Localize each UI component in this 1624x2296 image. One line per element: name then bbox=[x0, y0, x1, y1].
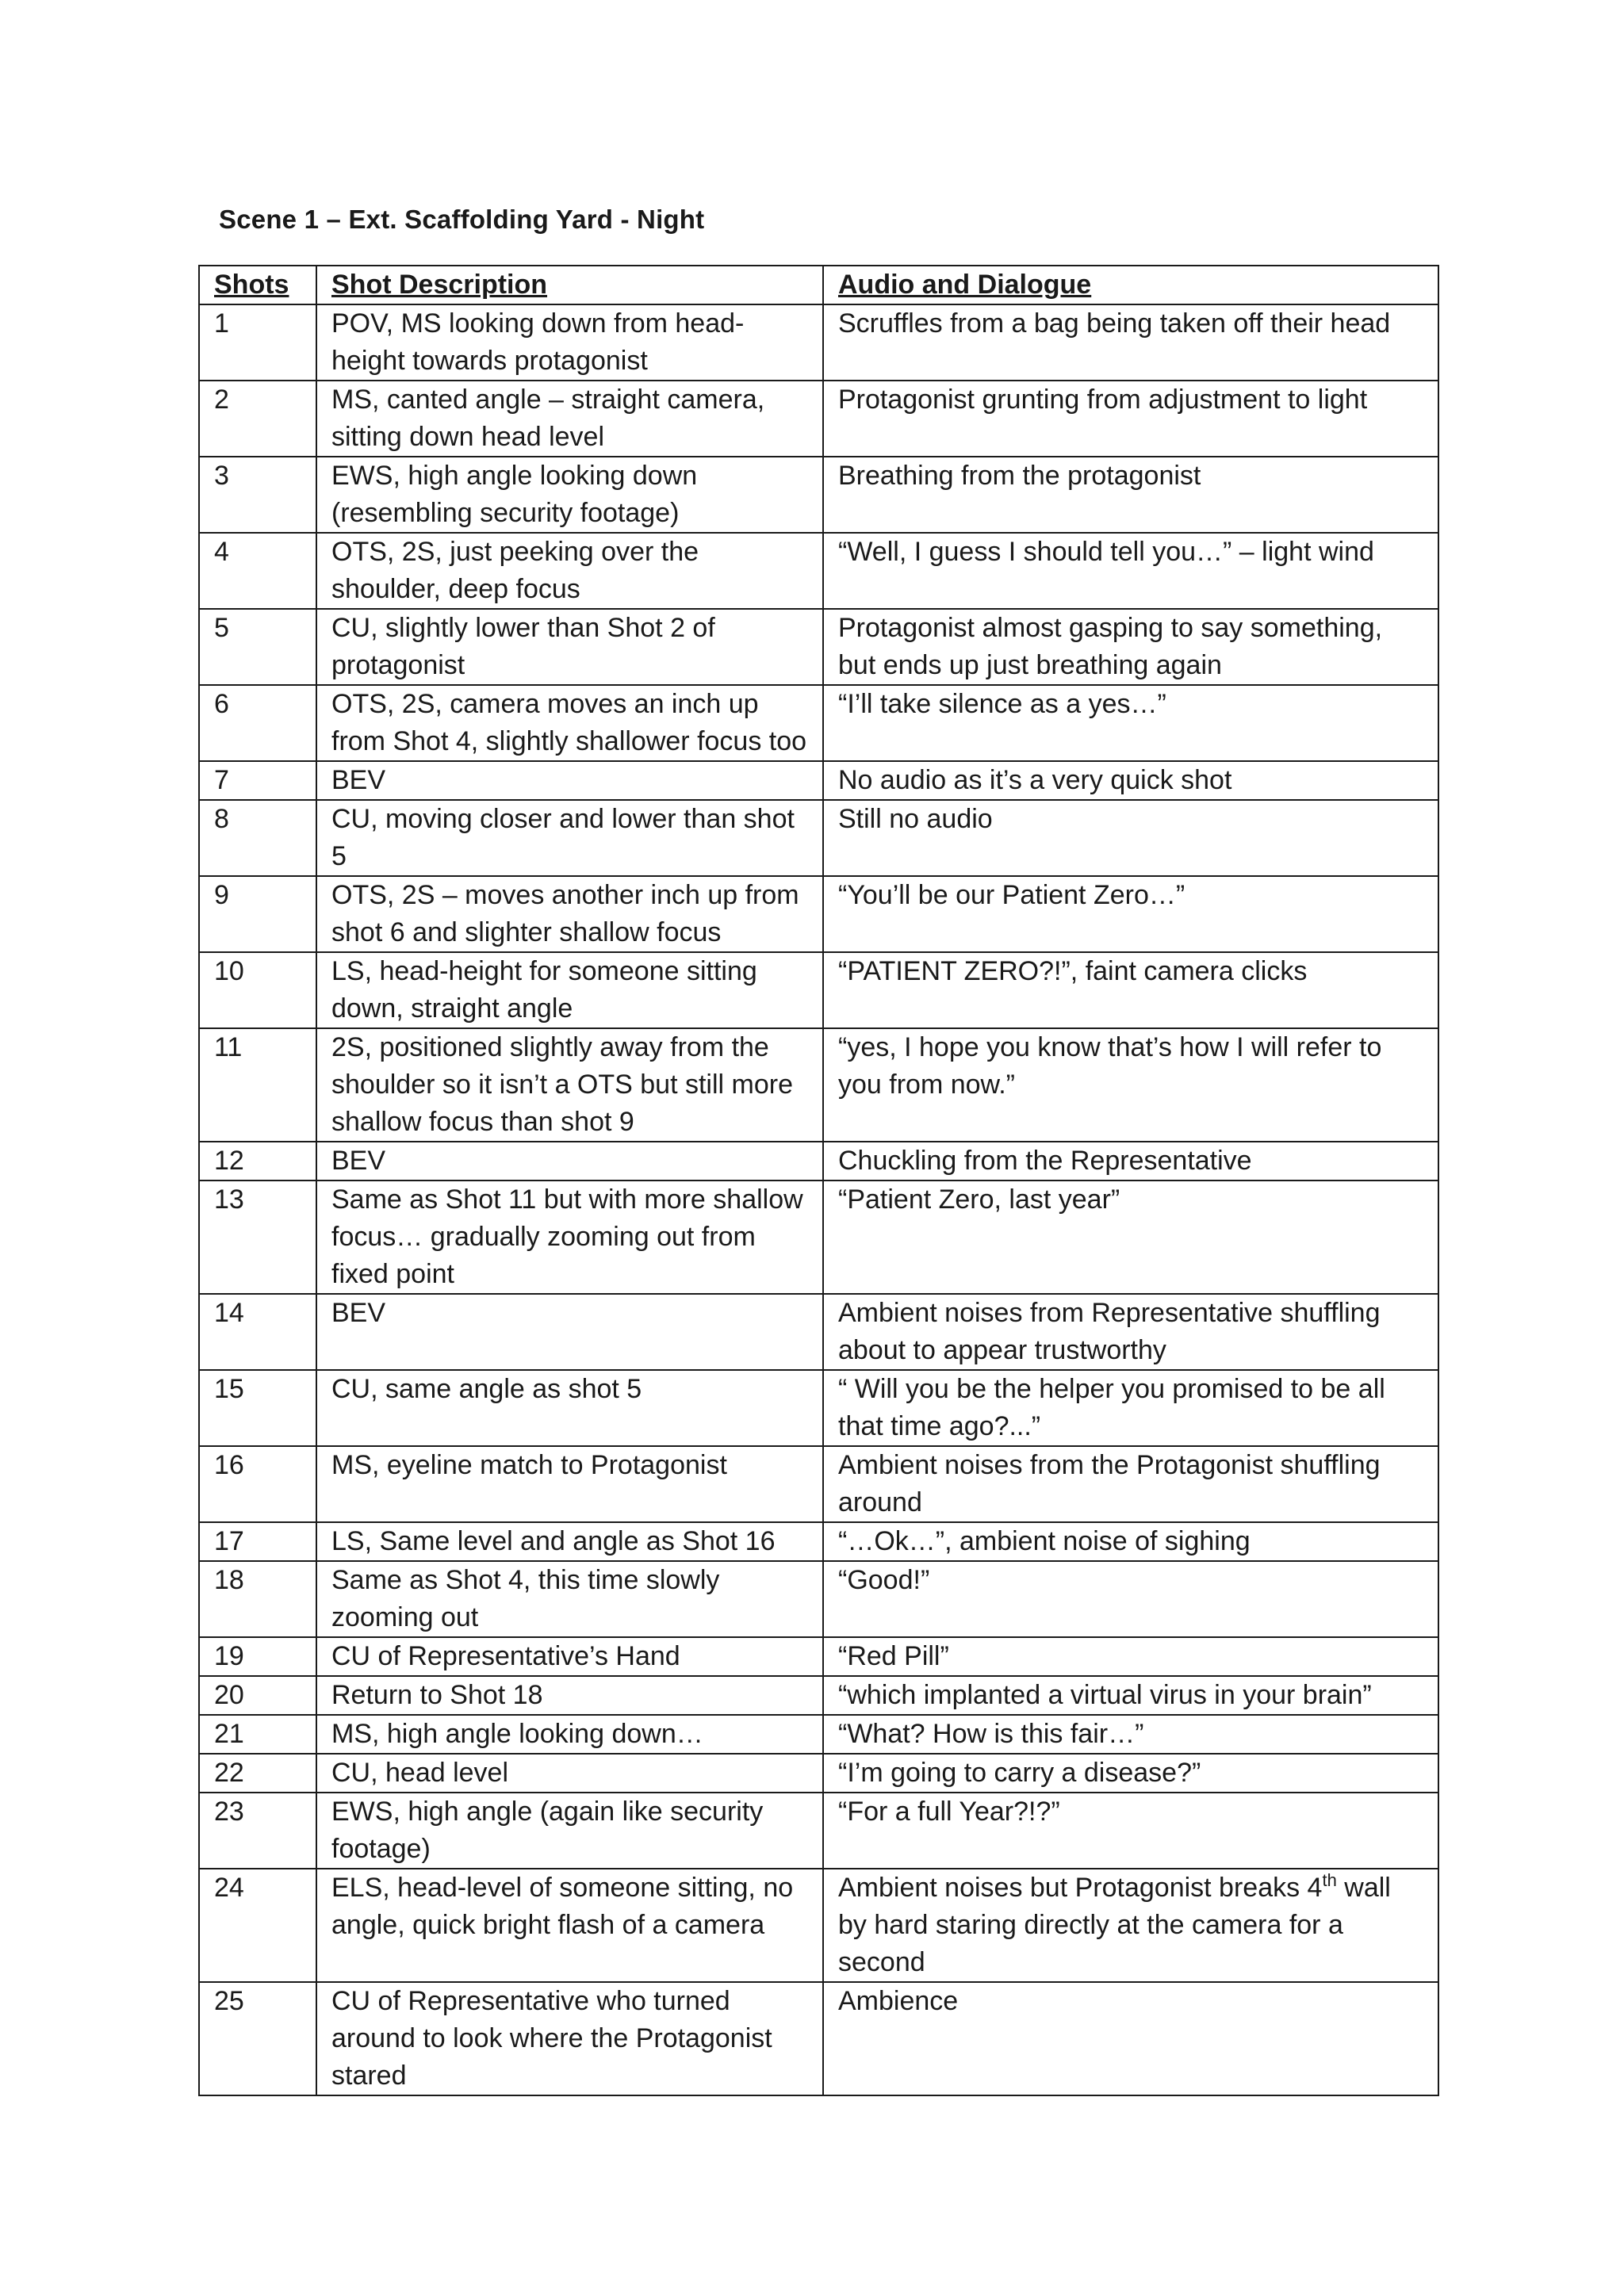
table-row bbox=[199, 876, 1438, 952]
audio-dialogue: “Good!” bbox=[823, 1561, 1438, 1637]
shot-description: LS, Same level and angle as Shot 16 bbox=[316, 1522, 823, 1561]
shot-number: 23 bbox=[199, 1793, 316, 1869]
table-row bbox=[199, 1561, 1438, 1637]
shot-description: ELS, head-level of someone sitting, no angle, quick bright flash of a camera bbox=[316, 1869, 823, 1982]
shot-number: 4 bbox=[199, 533, 316, 609]
shot-description: OTS, 2S – moves another inch up from shot 6 and slighter shallow focus bbox=[316, 876, 823, 952]
shot-description: BEV bbox=[316, 1142, 823, 1181]
table-row bbox=[199, 1754, 1438, 1793]
audio-dialogue: “yes, I hope you know that’s how I will refer to you from now.” bbox=[823, 1028, 1438, 1142]
table-row bbox=[199, 457, 1438, 533]
table-row bbox=[199, 1142, 1438, 1181]
table-row bbox=[199, 1982, 1438, 2095]
audio-dialogue: Scruffles from a bag being taken off their head bbox=[823, 304, 1438, 381]
table-row bbox=[199, 1294, 1438, 1370]
shot-list-table bbox=[198, 265, 1439, 2096]
header-audio-dialogue: Audio and Dialogue bbox=[823, 266, 1438, 304]
table-row bbox=[199, 1522, 1438, 1561]
audio-dialogue: Breathing from the protagonist bbox=[823, 457, 1438, 533]
shot-number: 21 bbox=[199, 1715, 316, 1754]
shot-number: 11 bbox=[199, 1028, 316, 1142]
audio-dialogue: “For a full Year?!?” bbox=[823, 1793, 1438, 1869]
shot-number: 1 bbox=[199, 304, 316, 381]
shot-description: Same as Shot 11 but with more shallow focus… gradually zooming out from fixed point bbox=[316, 1181, 823, 1294]
table-row bbox=[199, 1181, 1438, 1294]
table-row bbox=[199, 1446, 1438, 1522]
table-row bbox=[199, 761, 1438, 800]
shot-number: 12 bbox=[199, 1142, 316, 1181]
audio-dialogue: “What? How is this fair…” bbox=[823, 1715, 1438, 1754]
shot-description: POV, MS looking down from head-height towards protagonist bbox=[316, 304, 823, 381]
shot-description: CU, head level bbox=[316, 1754, 823, 1793]
audio-dialogue: “I’ll take silence as a yes…” bbox=[823, 685, 1438, 761]
shot-description: LS, head-height for someone sitting down, straight angle bbox=[316, 952, 823, 1028]
shot-description: CU of Representative who turned around to look where the Protagonist stared bbox=[316, 1982, 823, 2095]
table-row bbox=[199, 1370, 1438, 1446]
table-header-row bbox=[199, 266, 1438, 304]
shot-description: CU, moving closer and lower than shot 5 bbox=[316, 800, 823, 876]
shot-number: 6 bbox=[199, 685, 316, 761]
table-row bbox=[199, 1028, 1438, 1142]
shot-description: CU, same angle as shot 5 bbox=[316, 1370, 823, 1446]
shot-number: 24 bbox=[199, 1869, 316, 1982]
audio-dialogue: Protagonist grunting from adjustment to light bbox=[823, 381, 1438, 457]
audio-dialogue: Protagonist almost gasping to say something, but ends up just breathing again bbox=[823, 609, 1438, 685]
audio-dialogue: Chuckling from the Representative bbox=[823, 1142, 1438, 1181]
audio-dialogue: “Red Pill” bbox=[823, 1637, 1438, 1676]
table-row bbox=[199, 609, 1438, 685]
audio-dialogue: Still no audio bbox=[823, 800, 1438, 876]
shot-number: 2 bbox=[199, 381, 316, 457]
audio-dialogue: Ambient noises from the Protagonist shuffling around bbox=[823, 1446, 1438, 1522]
audio-dialogue: “which implanted a virtual virus in your brain” bbox=[823, 1676, 1438, 1715]
audio-dialogue bbox=[823, 1869, 1438, 1982]
table-row bbox=[199, 533, 1438, 609]
shot-description: Return to Shot 18 bbox=[316, 1676, 823, 1715]
shot-number: 19 bbox=[199, 1637, 316, 1676]
shot-number: 15 bbox=[199, 1370, 316, 1446]
table-row bbox=[199, 381, 1438, 457]
audio-text-part: wall by hard staring directly at the camera for a second bbox=[838, 1873, 1391, 1977]
shot-number: 22 bbox=[199, 1754, 316, 1793]
audio-text-part: Ambient noises but Protagonist breaks 4 bbox=[838, 1873, 1323, 1903]
audio-dialogue: No audio as it’s a very quick shot bbox=[823, 761, 1438, 800]
shot-description: MS, canted angle – straight camera, sitting down head level bbox=[316, 381, 823, 457]
shot-description: EWS, high angle (again like security footage) bbox=[316, 1793, 823, 1869]
audio-dialogue: “Well, I guess I should tell you…” – light wind bbox=[823, 533, 1438, 609]
shot-description: EWS, high angle looking down (resembling security footage) bbox=[316, 457, 823, 533]
audio-dialogue: “PATIENT ZERO?!”, faint camera clicks bbox=[823, 952, 1438, 1028]
shot-description: 2S, positioned slightly away from the shoulder so it isn’t a OTS but still more shallow focus than shot 9 bbox=[316, 1028, 823, 1142]
header-shots: Shots bbox=[199, 266, 316, 304]
table-row bbox=[199, 1637, 1438, 1676]
table-row bbox=[199, 1869, 1438, 1982]
shot-description: BEV bbox=[316, 1294, 823, 1370]
shot-description: OTS, 2S, just peeking over the shoulder, deep focus bbox=[316, 533, 823, 609]
header-shot-description: Shot Description bbox=[316, 266, 823, 304]
audio-dialogue: “ Will you be the helper you promised to be all that time ago?...” bbox=[823, 1370, 1438, 1446]
table-row bbox=[199, 952, 1438, 1028]
shot-number: 5 bbox=[199, 609, 316, 685]
shot-description: MS, eyeline match to Protagonist bbox=[316, 1446, 823, 1522]
shot-description: OTS, 2S, camera moves an inch up from Shot 4, slightly shallower focus too bbox=[316, 685, 823, 761]
shot-description: CU, slightly lower than Shot 2 of protagonist bbox=[316, 609, 823, 685]
shot-number: 7 bbox=[199, 761, 316, 800]
shot-number: 25 bbox=[199, 1982, 316, 2095]
table-row bbox=[199, 1715, 1438, 1754]
table-row bbox=[199, 1676, 1438, 1715]
table-row bbox=[199, 685, 1438, 761]
shot-number: 8 bbox=[199, 800, 316, 876]
shot-description: BEV bbox=[316, 761, 823, 800]
shot-number: 10 bbox=[199, 952, 316, 1028]
scene-heading: Scene 1 – Ext. Scaffolding Yard - Night bbox=[219, 205, 705, 234]
shot-number: 16 bbox=[199, 1446, 316, 1522]
audio-dialogue: “You’ll be our Patient Zero…” bbox=[823, 876, 1438, 952]
audio-dialogue: Ambience bbox=[823, 1982, 1438, 2095]
table-row bbox=[199, 800, 1438, 876]
table-row bbox=[199, 1793, 1438, 1869]
shot-description: MS, high angle looking down… bbox=[316, 1715, 823, 1754]
shot-number: 20 bbox=[199, 1676, 316, 1715]
table-row bbox=[199, 304, 1438, 381]
audio-dialogue: Ambient noises from Representative shuffling about to appear trustworthy bbox=[823, 1294, 1438, 1370]
audio-dialogue: “I’m going to carry a disease?” bbox=[823, 1754, 1438, 1793]
shot-number: 14 bbox=[199, 1294, 316, 1370]
shot-number: 13 bbox=[199, 1181, 316, 1294]
shot-number: 18 bbox=[199, 1561, 316, 1637]
audio-dialogue: “Patient Zero, last year” bbox=[823, 1181, 1438, 1294]
shot-description: CU of Representative’s Hand bbox=[316, 1637, 823, 1676]
ordinal-suffix: th bbox=[1322, 1870, 1337, 1890]
shot-description: Same as Shot 4, this time slowly zooming out bbox=[316, 1561, 823, 1637]
shot-number: 9 bbox=[199, 876, 316, 952]
audio-dialogue: “…Ok…”, ambient noise of sighing bbox=[823, 1522, 1438, 1561]
shot-number: 17 bbox=[199, 1522, 316, 1561]
shot-number: 3 bbox=[199, 457, 316, 533]
